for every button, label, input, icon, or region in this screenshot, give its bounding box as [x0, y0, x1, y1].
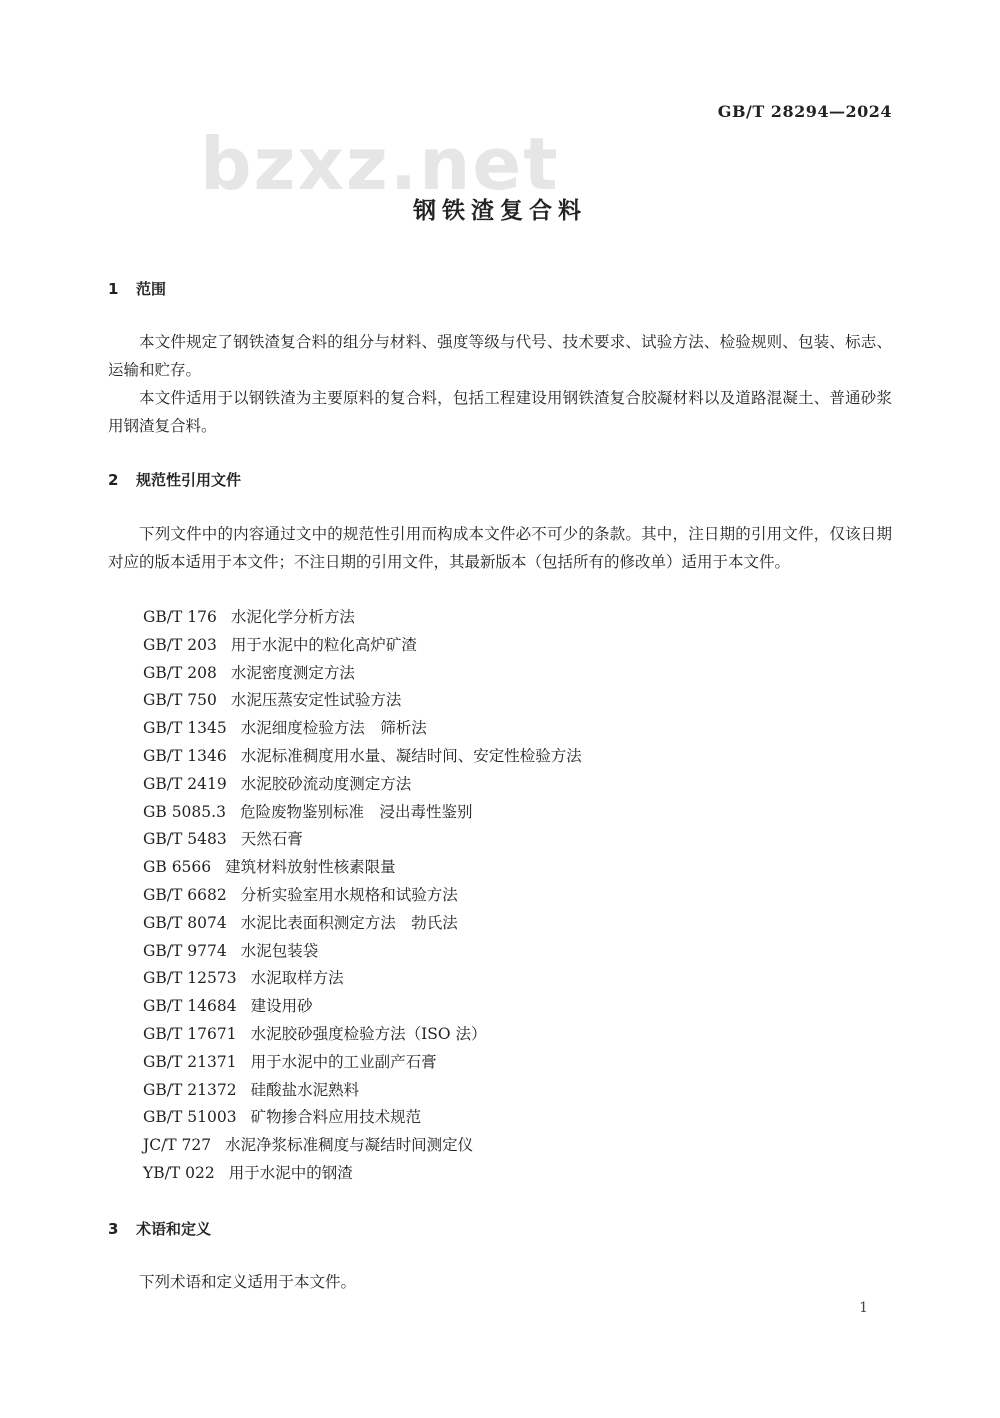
reference-item — [143, 938, 582, 966]
reference-item — [143, 854, 582, 882]
reference-title: 水泥标准稠度用水量、凝结时间、安定性检验方法 — [240, 746, 582, 765]
reference-title: 水泥包装袋 — [240, 941, 319, 960]
reference-title: 用于水泥中的工业副产石膏 — [250, 1052, 437, 1071]
reference-title: 硅酸盐水泥熟料 — [250, 1080, 360, 1099]
section-number: 3 — [108, 1220, 119, 1238]
section-title: 范围 — [136, 280, 167, 298]
reference-item — [143, 604, 582, 632]
reference-item — [143, 687, 582, 715]
reference-code: GB/T 6682 — [143, 885, 227, 904]
reference-title: 矿物掺合料应用技术规范 — [250, 1108, 422, 1127]
reference-list — [143, 604, 582, 1188]
reference-code: GB/T 21371 — [143, 1052, 237, 1071]
reference-item — [143, 1132, 582, 1160]
reference-code: GB/T 14684 — [143, 997, 237, 1016]
reference-item — [143, 771, 582, 799]
reference-item — [143, 1104, 582, 1132]
reference-code: GB/T 21372 — [143, 1080, 237, 1099]
watermark: bzxz.net — [200, 122, 560, 206]
reference-item — [143, 1077, 582, 1105]
reference-code: GB/T 750 — [143, 691, 217, 710]
reference-title: 水泥比表面积测定方法 勃氏法 — [240, 913, 458, 932]
section-heading-terms-and-definitions — [108, 1218, 211, 1239]
reference-item — [143, 799, 582, 827]
reference-title: 水泥压蒸安定性试验方法 — [230, 691, 402, 710]
reference-code: GB/T 17671 — [143, 1024, 237, 1043]
reference-item — [143, 743, 582, 771]
reference-code: GB/T 203 — [143, 635, 217, 654]
section-title: 规范性引用文件 — [136, 471, 242, 489]
reference-item — [143, 910, 582, 938]
section-heading-normative-references — [108, 469, 241, 490]
reference-title: 水泥取样方法 — [250, 969, 344, 988]
section-number: 2 — [108, 471, 119, 489]
reference-item — [143, 826, 582, 854]
reference-code: GB/T 5483 — [143, 830, 227, 849]
section-heading-scope — [108, 278, 166, 299]
reference-title: 分析实验室用水规格和试验方法 — [240, 885, 458, 904]
reference-code: GB/T 12573 — [143, 969, 237, 988]
reference-item — [143, 1160, 582, 1188]
reference-code: JC/T 727 — [143, 1136, 212, 1155]
reference-item — [143, 660, 582, 688]
reference-title: 危险废物鉴别标准 浸出毒性鉴别 — [239, 802, 473, 821]
reference-title: 建筑材料放射性核素限量 — [225, 858, 396, 877]
reference-item — [143, 1049, 582, 1077]
standard-code: GB/T 28294—2024 — [717, 102, 892, 121]
reference-title: 用于水泥中的粒化高炉矿渣 — [230, 635, 417, 654]
reference-code: YB/T 022 — [143, 1163, 215, 1182]
section-title: 术语和定义 — [136, 1220, 212, 1238]
reference-title: 水泥细度检验方法 筛析法 — [240, 719, 427, 738]
reference-code: GB/T 176 — [143, 608, 217, 626]
reference-title: 水泥化学分析方法 — [230, 608, 355, 626]
document-title: 钢铁渣复合料 — [413, 198, 587, 224]
reference-title: 水泥密度测定方法 — [230, 663, 355, 682]
section-number: 1 — [108, 280, 119, 298]
paragraph: 下列术语和定义适用于本文件。 — [139, 1273, 357, 1291]
reference-title: 建设用砂 — [250, 997, 313, 1016]
reference-code: GB/T 2419 — [143, 774, 227, 793]
reference-title: 天然石膏 — [240, 830, 303, 849]
reference-code: GB/T 1346 — [143, 746, 227, 765]
paragraph: 本文件适用于以钢铁渣为主要原料的复合料，包括工程建设用钢铁渣复合胶凝材料以及道路混凝土、普通砂浆用钢渣复合料。 — [108, 389, 892, 435]
reference-code: GB 5085.3 — [143, 802, 226, 821]
reference-code: GB/T 51003 — [143, 1108, 237, 1127]
reference-code: GB/T 9774 — [143, 941, 227, 960]
reference-code: GB 6566 — [143, 858, 212, 877]
page-number: 1 — [859, 1300, 868, 1316]
paragraph: 下列文件中的内容通过文中的规范性引用而构成本文件必不可少的条款。其中，注日期的引用文件，仅该日期对应的版本适用于本文件；不注日期的引用文件，其最新版本（包括所有的修改单）适用于本文件。 — [108, 525, 892, 571]
reference-item — [143, 632, 582, 660]
reference-title: 用于水泥中的钢渣 — [228, 1163, 353, 1182]
reference-item — [143, 715, 582, 743]
reference-code: GB/T 1345 — [143, 719, 227, 738]
reference-title: 水泥净浆标准稠度与凝结时间测定仪 — [225, 1136, 474, 1155]
reference-item — [143, 965, 582, 993]
reference-title: 水泥胶砂强度检验方法（ISO 法） — [250, 1024, 487, 1043]
reference-code: GB/T 208 — [143, 663, 217, 682]
reference-item — [143, 1021, 582, 1049]
paragraph: 本文件规定了钢铁渣复合料的组分与材料、强度等级与代号、技术要求、试验方法、检验规则、包装、标志、运输和贮存。 — [108, 333, 892, 379]
reference-item — [143, 993, 582, 1021]
reference-code: GB/T 8074 — [143, 913, 227, 932]
reference-title: 水泥胶砂流动度测定方法 — [240, 774, 412, 793]
reference-item — [143, 882, 582, 910]
